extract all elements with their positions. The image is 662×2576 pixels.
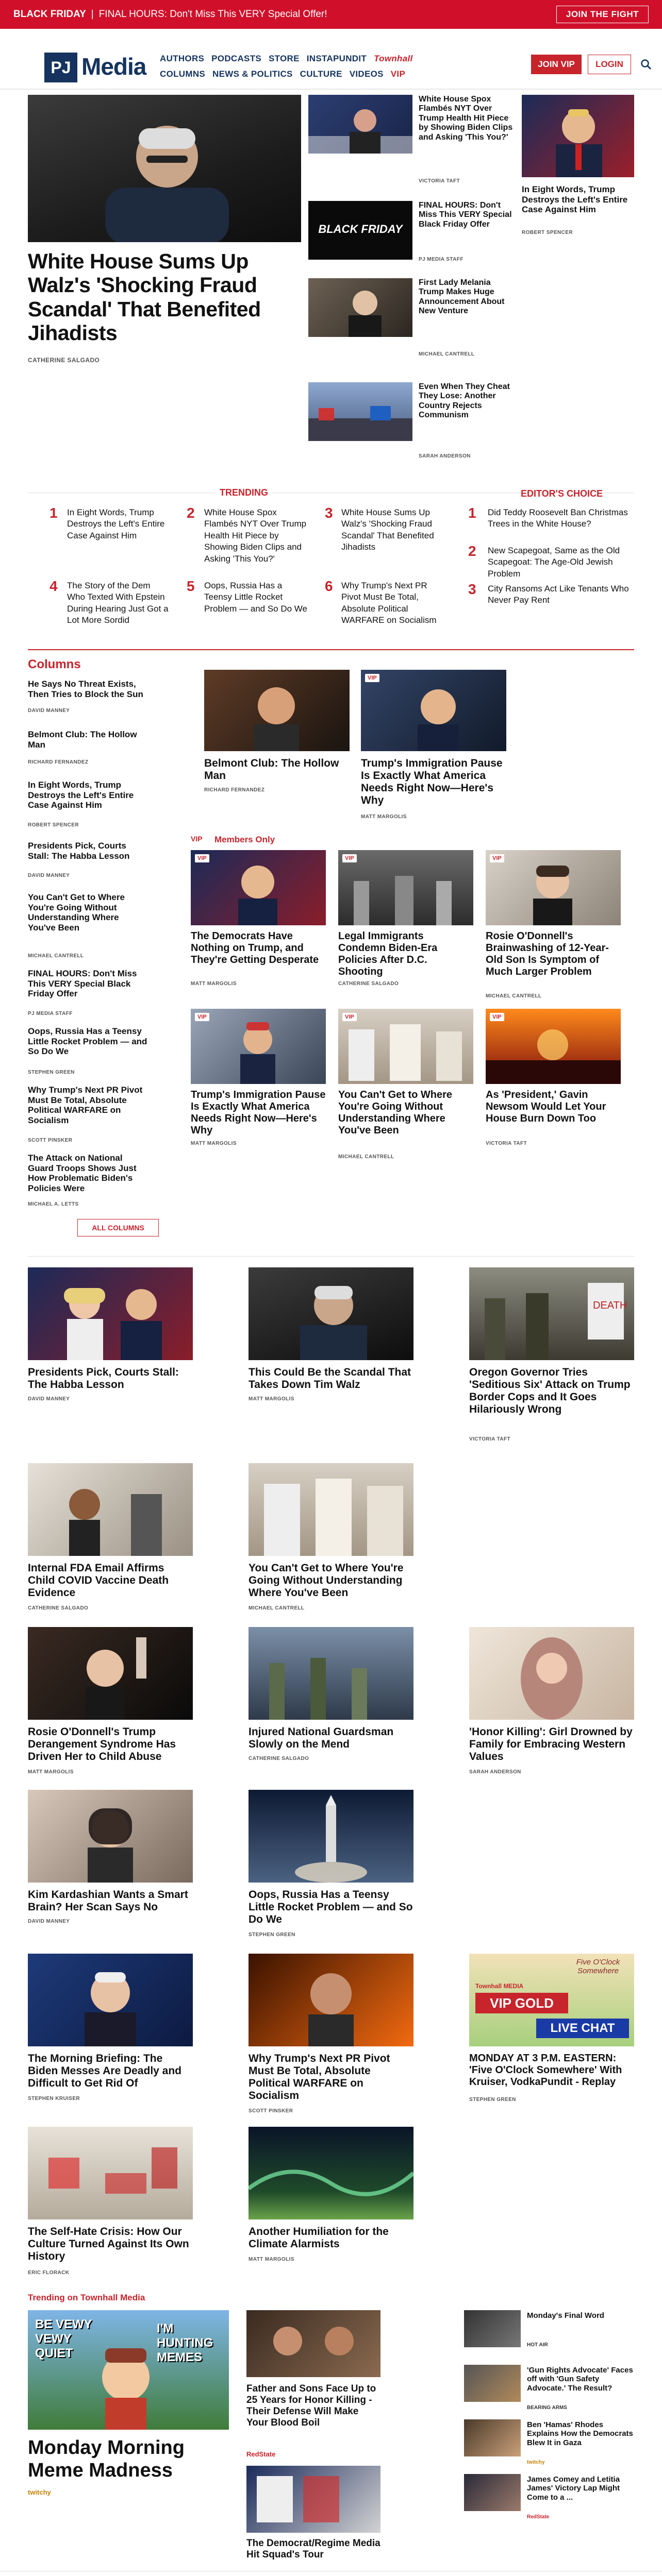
grid-image-13[interactable]	[469, 1954, 634, 2046]
column-byline-6[interactable]: PJ MEDIA STAFF	[28, 1011, 73, 1016]
grid-image-10[interactable]	[249, 1790, 413, 1883]
nav-news-politics[interactable]: NEWS & POLITICS	[212, 69, 293, 79]
nav-columns[interactable]: COLUMNS	[160, 69, 206, 79]
grid-byline-12[interactable]: SCOTT PINSKER	[249, 2108, 293, 2114]
vip-byline-6[interactable]: VICTORIA TAFT	[486, 1141, 527, 1146]
grid-image-1[interactable]	[28, 1267, 193, 1360]
vip-title-4[interactable]: Trump's Immigration Pause Is Exactly What America Needs Right Now—Here's Why	[191, 1089, 326, 1136]
side-story-3-byline[interactable]: MICHAEL CANTRELL	[419, 351, 475, 357]
townhall-right-title-2[interactable]: 'Gun Rights Advocate' Faces off with 'Gun Safety Advocate.' The Result?	[527, 2366, 633, 2393]
grid-byline-6[interactable]: MATT MARGOLIS	[28, 1769, 74, 1775]
grid-image-6[interactable]	[28, 1627, 193, 1720]
vip-byline-3[interactable]: MICHAEL CANTRELL	[486, 993, 542, 999]
promo-sep: |	[91, 9, 94, 20]
vip-title-5[interactable]: You Can't Get to Where You're Going Without Understanding Where You've Been	[338, 1089, 453, 1136]
live-chat-logo: LIVE CHAT	[536, 2019, 629, 2038]
grid-image-12[interactable]	[249, 1954, 413, 2046]
column-item-2[interactable]: Belmont Club: The Hollow Man	[28, 730, 137, 750]
promo-prefix: BLACK FRIDAY	[13, 9, 86, 20]
grid-image-8[interactable]	[469, 1627, 634, 1720]
col-feat-byline-1[interactable]: RICHARD FERNANDEZ	[204, 787, 265, 793]
vip-badge: VIP	[195, 1013, 209, 1021]
right-feature-title[interactable]: In Eight Words, Trump Destroys the Left's Entire Case Against Him	[522, 184, 628, 215]
trending-item-2[interactable]: White House Spox Flambés NYT Over Trump Health Hit Piece by Showing Biden Clips and Asking 'This You?'	[204, 507, 307, 564]
townhall-right-source-1[interactable]: HOT AIR	[527, 2342, 548, 2348]
nav-culture[interactable]: CULTURE	[300, 69, 342, 79]
section-nav	[160, 69, 405, 79]
grid-byline-1[interactable]: DAVID MANNEY	[28, 1396, 70, 1402]
grid-title-4[interactable]: Internal FDA Email Affirms Child COVID Vaccine Death Evidence	[28, 1562, 169, 1599]
vip-gold-logo: VIP GOLD	[475, 1993, 568, 2013]
five-oclock-logo: Five O'Clock Somewhere	[576, 1958, 620, 1975]
logo-text[interactable]: Media	[81, 53, 146, 80]
grid-title-8[interactable]: 'Honor Killing': Girl Drowned by Family for Embracing Western Values	[469, 1726, 633, 1763]
join-vip-button[interactable]: JOIN VIP	[531, 55, 582, 74]
all-columns-button[interactable]: ALL COLUMNS	[77, 1219, 159, 1236]
grid-title-7[interactable]: Injured National Guardsman Slowly on the Mend	[249, 1726, 394, 1751]
nav-townhall[interactable]: Townhall	[374, 54, 413, 63]
grid-byline-3[interactable]: VICTORIA TAFT	[469, 1436, 511, 1442]
nav-authors[interactable]: AUTHORS	[160, 54, 205, 63]
grid-image-14[interactable]	[28, 2127, 193, 2219]
grid-byline-8[interactable]: SARAH ANDERSON	[469, 1769, 521, 1775]
side-image-2[interactable]	[308, 201, 412, 260]
vip-byline-1[interactable]: MATT MARGOLIS	[191, 981, 237, 987]
side-image-1[interactable]	[308, 95, 412, 154]
trending-num-6: 6	[325, 578, 333, 594]
trending-item-4[interactable]: The Story of the Dem Who Texted With Epstein During Hearing Just Got a Lot More Sordid	[67, 581, 169, 625]
townhall-right-image-2[interactable]	[464, 2365, 521, 2402]
promo-banner[interactable]	[0, 0, 662, 29]
grid-title-12[interactable]: Why Trump's Next PR Pivot Must Be Total, Absolute Political WARFARE on Socialism	[249, 2053, 390, 2102]
townhall-right-title-1[interactable]: Monday's Final Word	[527, 2311, 604, 2320]
nav-vip[interactable]: VIP	[390, 69, 406, 79]
column-item-8[interactable]: Why Trump's Next PR Pivot Must Be Total, Absolute Political WARFARE on Socialism	[28, 1085, 143, 1125]
grid-title-5[interactable]: You Can't Get to Where You're Going Without Understanding Where You've Been	[249, 1562, 404, 1599]
column-byline-8[interactable]: SCOTT PINSKER	[28, 1138, 73, 1143]
vip-title-2[interactable]: Legal Immigrants Condemn Biden-Era Policies After D.C. Shooting	[338, 930, 438, 977]
column-byline-3[interactable]: ROBERT SPENCER	[28, 822, 79, 828]
right-feature-image[interactable]	[522, 95, 634, 177]
col-feat-byline-2[interactable]: MATT MARGOLIS	[361, 814, 407, 820]
vip-image-6[interactable]	[486, 1009, 621, 1084]
townhall-right-source-4[interactable]: RedState	[527, 2514, 550, 2520]
masthead	[0, 29, 662, 90]
grid-byline-15[interactable]: MATT MARGOLIS	[249, 2257, 294, 2262]
grid-byline-4[interactable]: CATHERINE SALGADO	[28, 1605, 89, 1611]
grid-title-2[interactable]: This Could Be the Scandal That Takes Down Tim Walz	[249, 1366, 411, 1391]
vip-image-2[interactable]	[338, 850, 473, 925]
editors-num-3: 3	[468, 581, 476, 597]
townhall-mid-image-1[interactable]	[246, 2310, 380, 2377]
grid-rule	[28, 1256, 634, 1257]
grid-title-13[interactable]: MONDAY AT 3 P.M. EASTERN: 'Five O'Clock Somewhere' With Kruiser, VodkaPundit - Replay	[469, 2053, 622, 2088]
right-feature-byline[interactable]: ROBERT SPENCER	[522, 230, 573, 235]
col-feat-title-1[interactable]: Belmont Club: The Hollow Man	[204, 757, 339, 782]
column-item-7[interactable]: Oops, Russia Has a Teensy Little Rocket Problem — and So Do We	[28, 1026, 147, 1057]
townhall-mid-source-1[interactable]: RedState	[246, 2450, 276, 2458]
townhall-big-image[interactable]	[28, 2310, 229, 2430]
townhall-media-logo: Townhall MEDIA	[475, 1982, 524, 1990]
column-byline-7[interactable]: STEPHEN GREEN	[28, 1070, 75, 1075]
promo-text: FINAL HOURS: Don't Miss This VERY Special Offer!	[98, 9, 327, 20]
grid-title-10[interactable]: Oops, Russia Has a Teensy Little Rocket Problem — and So Do We	[249, 1889, 413, 1926]
editors-item-1[interactable]: Did Teddy Roosevelt Ban Christmas Trees in the White House?	[488, 507, 628, 529]
hero-headline[interactable]: White House Sums Up Walz's 'Shocking Fraud Scandal' That Benefited Jihadists	[28, 249, 261, 345]
trending-item-6[interactable]: Why Trump's Next PR Pivot Must Be Total, Absolute Political WARFARE on Socialism	[341, 581, 437, 625]
trending-num-4: 4	[49, 578, 58, 594]
townhall-right-source-2[interactable]: BEARING ARMS	[527, 2405, 567, 2411]
grid-byline-9[interactable]: DAVID MANNEY	[28, 1919, 70, 1924]
townhall-right-source-3[interactable]: twitchy	[527, 2460, 545, 2465]
logo-mark[interactable]: PJ	[44, 53, 77, 82]
vip-image-5[interactable]	[338, 1009, 473, 1084]
grid-image-3[interactable]	[469, 1267, 634, 1360]
grid-image-2[interactable]	[249, 1267, 413, 1360]
vip-badge: VIP	[490, 1013, 504, 1021]
nav-podcasts[interactable]: PODCASTS	[211, 54, 262, 63]
townhall-big-source[interactable]: twitchy	[28, 2488, 51, 2496]
grid-image-9[interactable]	[28, 1790, 193, 1883]
column-byline-4[interactable]: DAVID MANNEY	[28, 873, 70, 878]
grid-byline-7[interactable]: CATHERINE SALGADO	[249, 1756, 309, 1761]
column-byline-2[interactable]: RICHARD FERNANDEZ	[28, 759, 89, 765]
trending-num-3: 3	[325, 505, 333, 521]
side-story-4-byline[interactable]: SARAH ANDERSON	[419, 453, 471, 459]
nav-videos[interactable]: VIDEOS	[349, 69, 384, 79]
editors-num-1: 1	[468, 505, 476, 521]
townhall-mid-image-2[interactable]	[246, 2466, 380, 2533]
join-the-fight-button[interactable]: JOIN THE FIGHT	[556, 6, 649, 23]
column-item-6[interactable]: FINAL HOURS: Don't Miss This VERY Special Black Friday Offer	[28, 969, 137, 999]
side-story-1-byline[interactable]: VICTORIA TAFT	[419, 178, 460, 184]
nav-store[interactable]: STORE	[269, 54, 300, 63]
col-feat-image-1[interactable]	[204, 670, 350, 751]
column-item-5[interactable]: You Can't Get to Where You're Going Without Understanding Where You've Been	[28, 892, 125, 933]
trending-num-2: 2	[187, 505, 195, 521]
side-story-4-title[interactable]: Even When They Cheat They Lose: Another Country Rejects Communism	[419, 382, 510, 420]
grid-byline-11[interactable]: STEPHEN KRUISER	[28, 2096, 80, 2102]
vip-image-4[interactable]	[191, 1009, 326, 1084]
townhall-right-title-3[interactable]: Ben 'Hamas' Rhodes Explains How the Democrats Blew It in Gaza	[527, 2420, 633, 2447]
townhall-trending-label: Trending on Townhall Media	[28, 2293, 145, 2302]
vip-badge-label: VIP	[191, 835, 203, 843]
trending-item-1[interactable]: In Eight Words, Trump Destroys the Left's Entire Case Against Him	[67, 507, 165, 540]
column-byline-5[interactable]: MICHAEL CANTRELL	[28, 953, 84, 959]
editors-choice-label: EDITOR'S CHOICE	[521, 488, 603, 499]
black-friday-graphic: BLACK FRIDAY	[318, 223, 403, 235]
townhall-right-image-3[interactable]	[464, 2419, 521, 2456]
trending-item-3[interactable]: White House Sums Up Walz's 'Shocking Fraud Scandal' That Benefited Jihadists	[341, 507, 434, 552]
search-icon[interactable]	[640, 59, 652, 70]
townhall-mid-title-1[interactable]: Father and Sons Face Up to 25 Years for Honor Killing - Their Defense Will Make Your Blood Boil	[246, 2383, 376, 2428]
vip-title-6[interactable]: As 'President,' Gavin Newsom Would Let Your House Burn Down Too	[486, 1089, 606, 1124]
login-button[interactable]: LOGIN	[588, 55, 631, 74]
grid-title-1[interactable]: Presidents Pick, Courts Stall: The Habba Lesson	[28, 1366, 179, 1391]
side-story-2-byline[interactable]: PJ MEDIA STAFF	[419, 257, 464, 262]
hero-image[interactable]	[28, 95, 301, 242]
grid-title-9[interactable]: Kim Kardashian Wants a Smart Brain? Her Scan Says No	[28, 1889, 188, 1913]
grid-image-7[interactable]	[249, 1627, 413, 1720]
grid-title-11[interactable]: The Morning Briefing: The Biden Messes Are Deadly and Difficult to Get Rid Of	[28, 2053, 181, 2090]
grid-byline-10[interactable]: STEPHEN GREEN	[249, 1932, 295, 1938]
column-item-4[interactable]: Presidents Pick, Courts Stall: The Habba Lesson	[28, 841, 130, 861]
vip-badge: VIP	[490, 854, 504, 862]
meme-text-2: I'M HUNTING MEMES	[157, 2321, 213, 2364]
column-item-3[interactable]: In Eight Words, Trump Destroys the Left's Entire Case Against Him	[28, 780, 134, 810]
side-story-3-title[interactable]: First Lady Melania Trump Makes Huge Announcement About New Venture	[419, 278, 505, 316]
vip-badge: VIP	[342, 854, 357, 862]
column-item-1[interactable]: He Says No Threat Exists, Then Tries to Block the Sun	[28, 679, 143, 699]
trending-num-5: 5	[187, 578, 195, 594]
grid-byline-14[interactable]: ERIC FLORACK	[28, 2270, 70, 2276]
grid-title-3[interactable]: Oregon Governor Tries 'Seditious Six' Attack on Trump Border Cops and It Goes Hilariously Wrong	[469, 1366, 631, 1416]
editors-num-2: 2	[468, 543, 476, 559]
hero-photo-shape	[28, 95, 301, 242]
vip-image-1[interactable]	[191, 850, 326, 925]
vip-title-1[interactable]: The Democrats Have Nothing on Trump, and They're Getting Desperate	[191, 930, 319, 965]
grid-image-5[interactable]	[249, 1463, 413, 1556]
members-only-label: Members Only	[214, 835, 275, 844]
columns-top-rule	[28, 649, 634, 650]
col-feat-title-2[interactable]: Trump's Immigration Pause Is Exactly What America Needs Right Now—Here's Why	[361, 757, 503, 807]
side-image-3[interactable]	[308, 278, 412, 337]
vip-badge: VIP	[342, 1013, 357, 1021]
column-byline-1[interactable]: DAVID MANNEY	[28, 708, 70, 714]
vip-badge: VIP	[195, 854, 209, 862]
col-feat-image-2[interactable]	[361, 670, 506, 751]
townhall-right-image-1[interactable]	[464, 2310, 521, 2347]
grid-byline-2[interactable]: MATT MARGOLIS	[249, 1396, 294, 1402]
vip-byline-4[interactable]: MATT MARGOLIS	[191, 1141, 237, 1146]
grid-title-14[interactable]: The Self-Hate Crisis: How Our Culture Turned Against Its Own History	[28, 2226, 189, 2263]
hero-byline[interactable]: CATHERINE SALGADO	[28, 357, 100, 364]
nav-instapundit[interactable]: INSTAPUNDIT	[306, 54, 367, 63]
vip-byline-5[interactable]: MICHAEL CANTRELL	[338, 1154, 394, 1160]
townhall-right-title-4[interactable]: James Comey and Letitia James' Victory Lap Might Come to a ...	[527, 2475, 620, 2502]
column-item-9[interactable]: The Attack on National Guard Troops Shows Just How Problematic Biden's Policies Were	[28, 1153, 137, 1193]
grid-image-15[interactable]	[249, 2127, 413, 2219]
townhall-big-title[interactable]: Monday Morning Meme Madness	[28, 2437, 185, 2481]
sticky-nav	[0, 2571, 662, 2576]
vip-byline-2[interactable]: CATHERINE SALGADO	[338, 981, 399, 987]
townhall-right-image-4[interactable]	[464, 2474, 521, 2511]
side-image-4[interactable]	[308, 382, 412, 441]
editors-item-2[interactable]: New Scapegoat, Same as the Old Scapegoat: The Age-Old Jewish Problem	[488, 546, 620, 579]
column-byline-9[interactable]: MICHAEL A. LETTS	[28, 1201, 79, 1207]
townhall-mid-title-2[interactable]: The Democrat/Regime Media Hit Squad's Tour	[246, 2538, 380, 2560]
grid-image-11[interactable]	[28, 1954, 193, 2046]
grid-title-15[interactable]: Another Humiliation for the Climate Alarmists	[249, 2226, 389, 2250]
grid-image-4[interactable]	[28, 1463, 193, 1556]
trending-label: TRENDING	[216, 487, 272, 498]
side-story-2-title[interactable]: FINAL HOURS: Don't Miss This VERY Special Black Friday Offer	[419, 201, 512, 229]
side-story-1-title[interactable]: White House Spox Flambés NYT Over Trump Health Hit Piece by Showing Biden Clips and Asking 'This You?'	[419, 95, 513, 142]
grid-byline-5[interactable]: MICHAEL CANTRELL	[249, 1605, 305, 1611]
trending-item-5[interactable]: Oops, Russia Has a Teensy Little Rocket Problem — and So Do We	[204, 581, 307, 614]
grid-3-sign: DEATH	[593, 1300, 627, 1311]
primary-nav	[160, 54, 413, 64]
vip-badge: VIP	[365, 674, 379, 682]
grid-byline-13[interactable]: STEPHEN GREEN	[469, 2097, 516, 2103]
vip-title-3[interactable]: Rosie O'Donnell's Brainwashing of 12-Year-Old Son Is Symptom of Much Larger Problem	[486, 930, 609, 977]
columns-label: Columns	[28, 657, 81, 671]
editors-item-3[interactable]: City Ransoms Act Like Tenants Who Never Pay Rent	[488, 584, 629, 605]
vip-image-3[interactable]	[486, 850, 621, 925]
meme-text-1: BE VEWY VEWY QUIET	[35, 2317, 92, 2360]
trending-num-1: 1	[49, 505, 58, 521]
grid-title-6[interactable]: Rosie O'Donnell's Trump Derangement Syndrome Has Driven Her to Child Abuse	[28, 1726, 176, 1763]
